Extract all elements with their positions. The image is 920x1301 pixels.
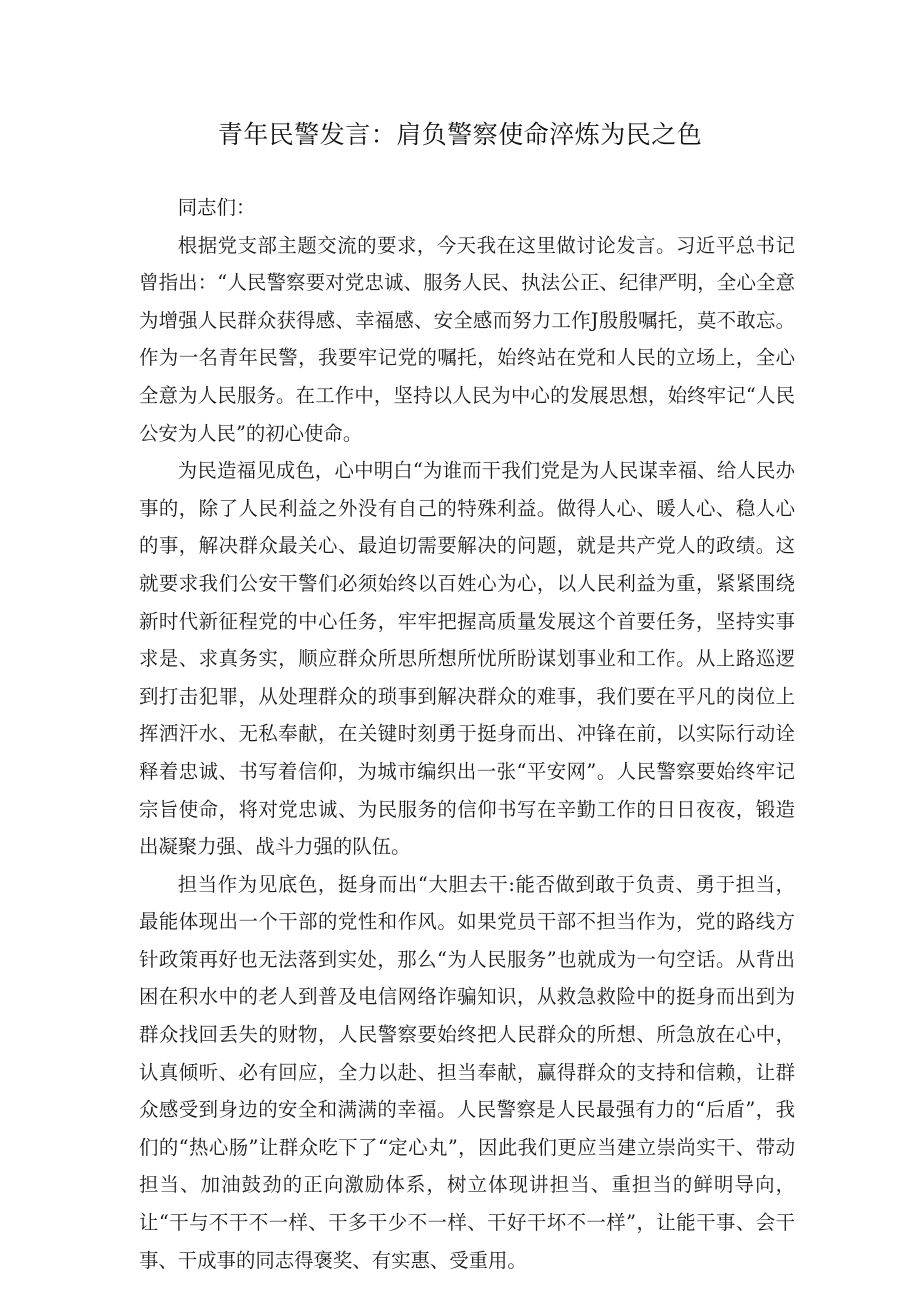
paragraph-2: 为民造福见成色，心中明白“为谁而干我们党是为人民谋幸福、给人民办事的，除了人民利益之外没有自己的特殊利益。做得人心、暖人心、稳人心的事，解决群众最关心、最迫切需要解决的问题，就是共产党人的政绩。这就要求我们公安干警们必须始终以百姓心为心，以人民利益为重，紧紧围绕新时代新征程党的中心任务，牢牢把握高质量发展这个首要任务，坚持实事求是、求真务实，顺应群众所思所想所忧所盼谋划事业和工作。从上路巡逻到打击犯罪，从处理群众的琐事到解决群众的难事，我们要在平凡的岗位上挥洒汗水、无私奉献，在关键时刻勇于挺身而出、冲锋在前，以实际行动诠释着忠诚、书写着信仰，为城市编织出一张“平安网”。人民警察要始终牢记宗旨使命，将对党忠诚、为民服务的信仰书写在辛勤工作的日日夜夜，锻造出凝聚力强、战斗力强的队伍。 [139, 459, 795, 859]
document-title: 青年民警发言：肩负警察使命淬炼为民之色 [217, 120, 703, 149]
salutation: 同志们： [177, 196, 256, 219]
paragraph-3: 担当作为见底色，挺身而出“大胆去干:能否做到敢于负责、勇于担当，最能体现出一个干部的党性和作风。如果党员干部不担当作为，党的路线方针政策再好也无法落到实处，那么“为人民服务”也就成为一句空话。从背出困在积水中的老人到普及电信网络诈骗知识，从救急救险中的挺身而出到为群众找回丢失的财物，人民警察要始终把人民群众的所想、所急放在心中，认真倾听、必有回应，全力以赴、担当奉献，赢得群众的支持和信赖，让群众感受到身边的安全和满满的幸福。人民警察是人民最强有力的“后盾”，我们的“热心肠”让群众吃下了“定心丸”，因此我们更应当建立崇尚实干、带动担当、加油鼓劲的正向激励体系，树立体现讲担当、重担当的鲜明导向，让“干与不干不一样、干多干少不一样、干好干坏不一样”，让能干事、会干事、干成事的同志得褒奖、有实惠、受重用。 [139, 872, 795, 1272]
paragraph-1: 根据党支部主题交流的要求，今天我在这里做讨论发言。习近平总书记曾指出：“人民警察要对党忠诚、服务人民、执法公正、纪律严明，全心全意为增强人民群众获得感、幸福感、安全感而努力工作J殷殷嘱托，莫不敢忘。作为一名青年民警，我要牢记党的嘱托，始终站在党和人民的立场上，全心全意为人民服务。在工作中，坚持以人民为中心的发展思想，始终牢记“人民公安为人民”的初心使命。 [139, 233, 795, 445]
document-body [139, 189, 795, 1279]
